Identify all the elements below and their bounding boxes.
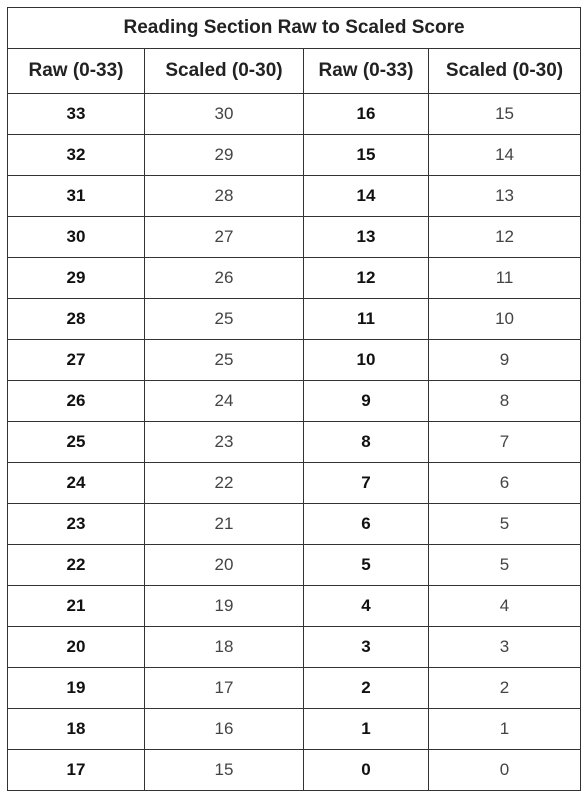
column-header-raw-1: Raw (0-33) bbox=[8, 49, 145, 94]
scaled-cell: 20 bbox=[145, 545, 304, 586]
table-row bbox=[8, 217, 581, 258]
scaled-cell: 13 bbox=[429, 176, 581, 217]
raw-cell: 19 bbox=[8, 668, 145, 709]
scaled-cell: 16 bbox=[145, 709, 304, 750]
table-row bbox=[8, 545, 581, 586]
raw-cell: 13 bbox=[304, 217, 429, 258]
raw-cell: 5 bbox=[304, 545, 429, 586]
scaled-cell: 30 bbox=[145, 94, 304, 135]
scaled-cell: 22 bbox=[145, 463, 304, 504]
table-row bbox=[8, 381, 581, 422]
table-row bbox=[8, 627, 581, 668]
table-row bbox=[8, 94, 581, 135]
table-row bbox=[8, 750, 581, 791]
raw-cell: 0 bbox=[304, 750, 429, 791]
raw-cell: 29 bbox=[8, 258, 145, 299]
scaled-cell: 17 bbox=[145, 668, 304, 709]
raw-cell: 3 bbox=[304, 627, 429, 668]
scaled-cell: 9 bbox=[429, 340, 581, 381]
raw-cell: 30 bbox=[8, 217, 145, 258]
raw-cell: 10 bbox=[304, 340, 429, 381]
raw-cell: 4 bbox=[304, 586, 429, 627]
raw-cell: 24 bbox=[8, 463, 145, 504]
scaled-cell: 29 bbox=[145, 135, 304, 176]
scaled-cell: 19 bbox=[145, 586, 304, 627]
table-row bbox=[8, 504, 581, 545]
scaled-cell: 8 bbox=[429, 381, 581, 422]
table-row bbox=[8, 422, 581, 463]
raw-cell: 11 bbox=[304, 299, 429, 340]
table-title-row bbox=[8, 8, 581, 49]
raw-cell: 27 bbox=[8, 340, 145, 381]
raw-cell: 21 bbox=[8, 586, 145, 627]
raw-cell: 17 bbox=[8, 750, 145, 791]
raw-cell: 26 bbox=[8, 381, 145, 422]
column-header-scaled-2: Scaled (0-30) bbox=[429, 49, 581, 94]
scaled-cell: 10 bbox=[429, 299, 581, 340]
scaled-cell: 23 bbox=[145, 422, 304, 463]
raw-cell: 22 bbox=[8, 545, 145, 586]
column-header-scaled-1: Scaled (0-30) bbox=[145, 49, 304, 94]
scaled-cell: 24 bbox=[145, 381, 304, 422]
raw-cell: 9 bbox=[304, 381, 429, 422]
table-row bbox=[8, 463, 581, 504]
scaled-cell: 25 bbox=[145, 299, 304, 340]
scaled-cell: 18 bbox=[145, 627, 304, 668]
scaled-cell: 15 bbox=[145, 750, 304, 791]
raw-cell: 1 bbox=[304, 709, 429, 750]
scaled-cell: 4 bbox=[429, 586, 581, 627]
table-row bbox=[8, 299, 581, 340]
raw-cell: 32 bbox=[8, 135, 145, 176]
scaled-cell: 7 bbox=[429, 422, 581, 463]
raw-cell: 2 bbox=[304, 668, 429, 709]
scaled-cell: 5 bbox=[429, 545, 581, 586]
table-row bbox=[8, 340, 581, 381]
raw-cell: 6 bbox=[304, 504, 429, 545]
table-title: Reading Section Raw to Scaled Score bbox=[8, 8, 581, 49]
raw-cell: 28 bbox=[8, 299, 145, 340]
scaled-cell: 2 bbox=[429, 668, 581, 709]
raw-cell: 14 bbox=[304, 176, 429, 217]
scaled-cell: 1 bbox=[429, 709, 581, 750]
scaled-cell: 0 bbox=[429, 750, 581, 791]
raw-cell: 8 bbox=[304, 422, 429, 463]
scaled-cell: 27 bbox=[145, 217, 304, 258]
scaled-cell: 25 bbox=[145, 340, 304, 381]
raw-cell: 31 bbox=[8, 176, 145, 217]
raw-cell: 25 bbox=[8, 422, 145, 463]
table-body bbox=[8, 94, 581, 791]
scaled-cell: 26 bbox=[145, 258, 304, 299]
raw-cell: 18 bbox=[8, 709, 145, 750]
raw-cell: 33 bbox=[8, 94, 145, 135]
scaled-cell: 15 bbox=[429, 94, 581, 135]
scaled-cell: 14 bbox=[429, 135, 581, 176]
column-header-raw-2: Raw (0-33) bbox=[304, 49, 429, 94]
table-row bbox=[8, 668, 581, 709]
scaled-cell: 6 bbox=[429, 463, 581, 504]
scaled-cell: 5 bbox=[429, 504, 581, 545]
table-row bbox=[8, 135, 581, 176]
table-row bbox=[8, 258, 581, 299]
raw-cell: 16 bbox=[304, 94, 429, 135]
scaled-cell: 21 bbox=[145, 504, 304, 545]
raw-cell: 23 bbox=[8, 504, 145, 545]
table-row bbox=[8, 709, 581, 750]
raw-cell: 15 bbox=[304, 135, 429, 176]
raw-cell: 7 bbox=[304, 463, 429, 504]
scaled-cell: 11 bbox=[429, 258, 581, 299]
score-conversion-table bbox=[7, 7, 581, 791]
table-row bbox=[8, 586, 581, 627]
raw-cell: 20 bbox=[8, 627, 145, 668]
table-header-row bbox=[8, 49, 581, 94]
table-row bbox=[8, 176, 581, 217]
scaled-cell: 12 bbox=[429, 217, 581, 258]
scaled-cell: 28 bbox=[145, 176, 304, 217]
scaled-cell: 3 bbox=[429, 627, 581, 668]
raw-cell: 12 bbox=[304, 258, 429, 299]
